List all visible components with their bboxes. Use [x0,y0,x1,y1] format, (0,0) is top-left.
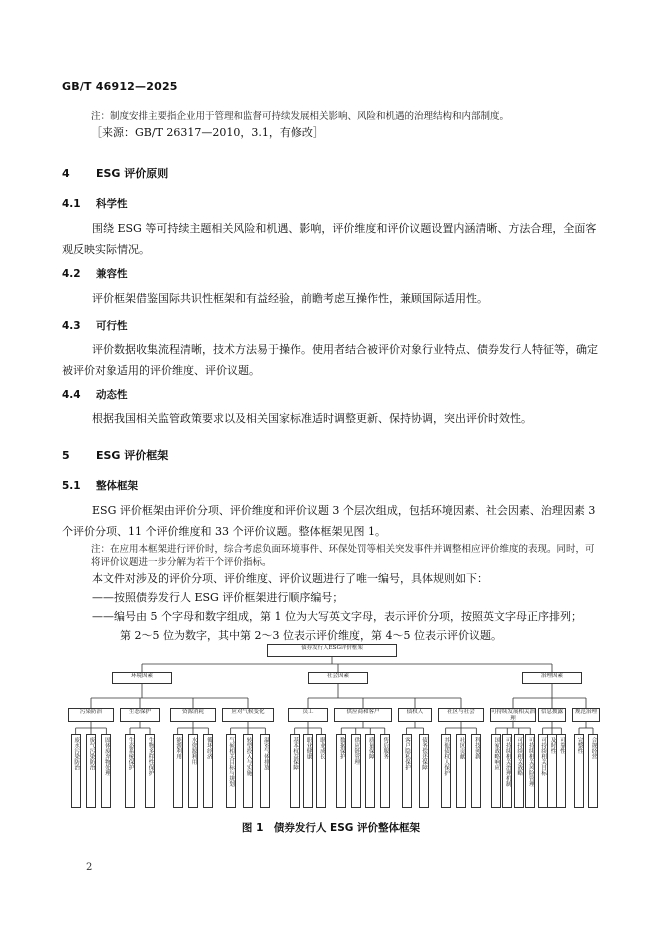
topic-node: 完整性 [574,734,584,808]
section-number: 4.2 [62,268,81,280]
numbering-rule-2: ——编号由 5 个字母和数字组成，第 1 位为大写英文字母，表示评价分项，按照英文字母正序排列； [92,610,582,623]
topic-node: 基本权益保障 [290,734,300,808]
topic-node: 合规经营 [588,734,598,808]
topic-node: 温室气体排放 [260,734,270,808]
topic-node: 生物多样性保护 [145,734,155,808]
topic-node: 国家战略响应 [491,734,501,808]
section-number: 4.3 [62,320,81,332]
section-4-3-heading [62,318,128,333]
section-title: 动态性 [96,389,128,401]
section-title: 兼容性 [96,268,128,280]
topic-node: 可持续相关目标 [538,734,548,808]
dimension-node: 应对气候变化 [222,708,274,722]
page-number: 2 [86,862,93,873]
category-node: 治理因素 [522,672,582,684]
section-4-1-heading [62,196,128,211]
topic-node: 水资源利用 [188,734,198,808]
dimension-node: 污染防治 [68,708,114,722]
section-4-heading [62,165,168,181]
section-number: 4.4 [62,389,81,401]
topic-node: 职业成长 [316,734,326,808]
figure-caption: 图 1 债券发行人 ESG 评价整体框架 [241,822,421,834]
section-title: 整体框架 [96,480,138,492]
topic-node: 其他债权人保护 [441,734,451,808]
section-5-1-text: ESG 评价框架由评价分项、评价维度和评价议题 3 个层次组成，包括环境因素、社会因素、治理因素 3 个评价分项、11 个评价维度和 33 个评价议题。整体框架见图 1。 [62,504,596,538]
topic-node: 社区贡献 [456,734,466,808]
category-node: 社会因素 [308,672,368,684]
section-number: 4.1 [62,198,81,210]
topic-node: 生态系统保护 [125,734,135,808]
section-title: ESG 评价原则 [96,167,169,180]
source-reference: ［来源：GB/T 26317—2010，3.1，有修改］ [91,126,324,139]
section-4-4-heading [62,387,128,402]
topic-node: 循环经济 [203,734,213,808]
topic-node: 及时性 [547,734,557,808]
section-title: 科学性 [96,198,128,210]
numbering-rule-intro: 本文件对涉及的评价分项、评价维度、评价议题进行了唯一编号，具体规则如下： [92,572,488,585]
dimension-node: 信息披露 [538,708,566,722]
topic-node: 售后服务 [380,734,390,808]
topic-node: 供应链管理 [351,734,361,808]
section-4-2-heading [62,266,128,281]
section-title: ESG 评价框架 [96,449,169,462]
section-number: 4 [62,167,70,180]
topic-node: 债务偿还保障 [419,734,429,808]
topic-node: 固体废弃物处理 [101,734,111,808]
dimension-node: 资源消耗 [170,708,216,722]
topic-node: 能源利用 [173,734,183,808]
topic-node: 数据保护 [336,734,346,808]
dimension-node: 供应商和客户 [334,708,392,722]
dimension-node: 社区与社会 [438,708,484,722]
dimension-node: 生态保护 [120,708,160,722]
topic-node: 质量保障 [365,734,375,808]
section-5-heading [62,447,168,463]
note-governance: 注：制度安排主要指企业用于管理和监督可持续发展相关影响、风险和机遇的治理结构和内部制度。 [91,111,510,122]
section-4-2-text: 评价框架借鉴国际共识性框架和有益经验，前瞻考虑互操作性，兼顾国际适用性。 [92,292,488,305]
numbering-rule-1: ——按照债券发行人 ESG 评价框架进行顺序编号； [92,591,344,604]
dimension-node: 规范治理 [572,708,600,722]
topic-node: 职业健康 [303,734,313,808]
dimension-node: 可持续发展相关治理 [491,709,536,722]
section-5-1-note: 注：在应用本框架进行评价时，综合考虑负面环境事件、环保处罚等相关突发事件并调整相应评价维度的表现。同时，可将评价议题进一步分解为若干个评价指标。 [91,544,595,568]
numbering-rule-2-cont: 第 2～5 位为数字，其中第 2～3 位表示评价维度，第 4～5 位表示评价议题。 [120,629,502,642]
section-4-1-text: 围绕 ESG 等可持续主题相关风险和机遇、影响，评价维度和评价议题设置内涵清晰、方法合理，全面客观反映实际情况。 [62,222,597,256]
topic-node: 可靠性 [556,734,566,808]
topic-node: 可持续相关治理机制 [502,734,512,808]
topic-node: 气候相关目标与规划 [226,734,236,808]
category-node: 环境因素 [112,672,172,684]
dimension-node: 债权人 [398,708,432,722]
topic-node: 可持续相关风险管理 [525,734,535,808]
section-number: 5 [62,449,70,462]
topic-node: 客户隐私保护 [402,734,412,808]
dimension-node: 员工 [288,708,328,722]
topic-node: 废气污染防治 [86,734,96,808]
section-4-3-text: 评价数据收集流程清晰，技术方法易于操作。使用者结合被评价对象行业特点、债券发行人特征等，确定被评价对象适用的评价维度、评价议题。 [62,343,598,377]
framework-root-node: 债券发行人ESG评价框架 [267,644,397,657]
section-4-4-text: 根据我国相关监管政策要求以及相关国家标准适时调整更新、保持协调，突出评价时效性。 [92,412,532,425]
section-title: 可行性 [96,320,128,332]
esg-framework-diagram [62,642,602,812]
section-5-1-heading [62,478,138,493]
topic-node: 废水污染防治 [71,734,81,808]
standard-number: GB/T 46912—2025 [62,80,178,93]
topic-node: 转型投入与实施 [243,734,253,808]
topic-node: 科技创新 [471,734,481,808]
section-number: 5.1 [62,480,81,492]
topic-node: 可持续相关战略 [514,734,524,808]
